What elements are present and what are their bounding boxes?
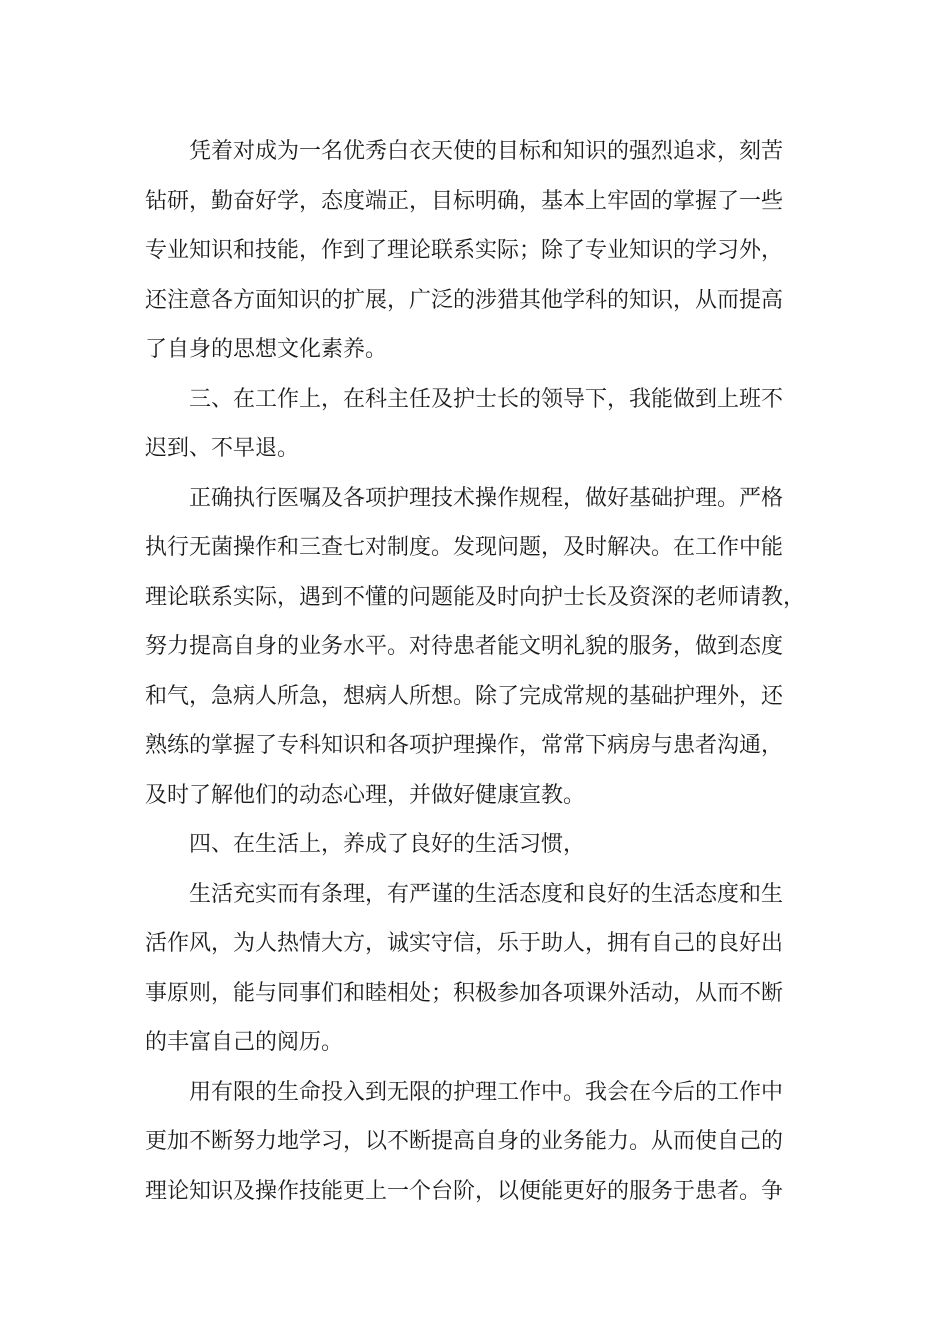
- text-line: 事原则，能与同事们和睦相处；积极参加各项课外活动，从而不断: [145, 980, 784, 1006]
- section-heading-life: 四、在生活上，养成了良好的生活习惯，: [189, 832, 586, 857]
- text-line: 执行无菌操作和三查七对制度。发现问题，及时解决。在工作中能: [145, 535, 784, 560]
- text-line: 努力提高自身的业务水平。对待患者能文明礼貌的服务，做到态度: [145, 634, 784, 659]
- text-line: 及时了解他们的动态心理，并做好健康宣教。: [145, 782, 586, 808]
- text-line: 还注意各方面知识的扩展，广泛的涉猎其他学科的知识，从而提高: [145, 287, 784, 313]
- text-line: 熟练的掌握了专科知识和各项护理操作，常常下病房与患者沟通，: [145, 733, 784, 758]
- text-line: 活作风，为人热情大方，诚实守信，乐于助人，拥有自己的良好出: [145, 931, 784, 956]
- document-body: [145, 132, 815, 1221]
- text-line: 专业知识和技能，作到了理论联系实际；除了专业知识的学习外，: [145, 238, 784, 263]
- text-line: 钻研，勤奋好学，态度端正，目标明确，基本上牢固的掌握了一些: [145, 188, 784, 214]
- text-line: 了自身的思想文化素养。: [145, 337, 388, 362]
- text-line: 和气，急病人所急，想病人所想。除了完成常规的基础护理外，还: [145, 683, 784, 709]
- text-line: 用有限的生命投入到无限的护理工作中。我会在今后的工作中: [189, 1079, 784, 1105]
- text-line: 理论联系实际，遇到不懂的问题能及时向护士长及资深的老师请教，: [145, 584, 806, 610]
- text-line: 凭着对成为一名优秀白衣天使的目标和知识的强烈追求，刻苦: [189, 139, 784, 164]
- text-line: 生活充实而有条理，有严谨的生活态度和良好的生活态度和生: [189, 881, 784, 907]
- text-line: 更加不断努力地学习，以不断提高自身的业务能力。从而使自己的: [145, 1129, 784, 1154]
- text-line: 理论知识及操作技能更上一个台阶，以便能更好的服务于患者。争: [145, 1178, 784, 1204]
- text-line: 的丰富自己的阅历。: [145, 1030, 344, 1055]
- section-heading-work: 三、在工作上，在科主任及护士长的领导下，我能做到上班不: [189, 386, 784, 412]
- text-line: 正确执行医嘱及各项护理技术操作规程，做好基础护理。严格: [189, 485, 784, 511]
- text-line: 迟到、不早退。: [145, 436, 300, 461]
